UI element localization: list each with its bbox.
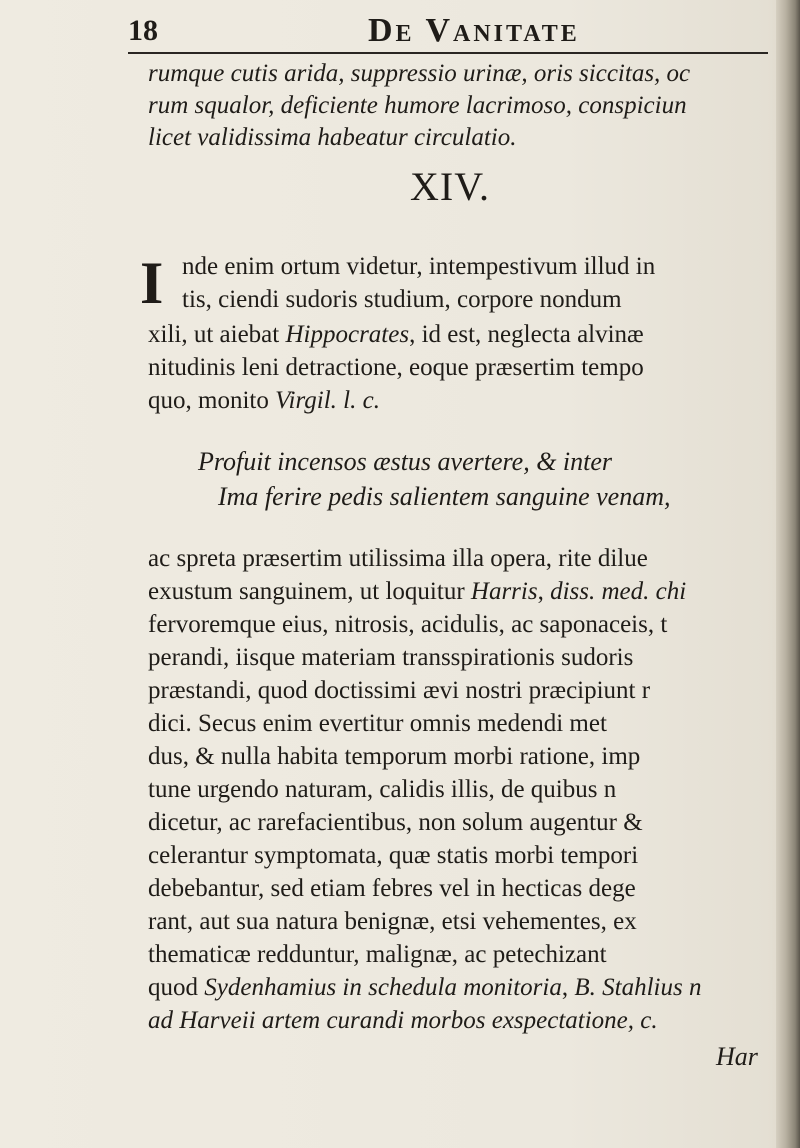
text-line: præstandi, quod doctissimi ævi nostri præcipiunt r xyxy=(148,677,651,704)
text-line: rum squalor, deficiente humore lacrimoso, conspiciun xyxy=(148,92,687,119)
text-line: quod Sydenhamius in schedula monitoria, B. Stahlius n xyxy=(148,974,702,1001)
text-line: licet validissima habeatur circulatio. xyxy=(148,124,517,151)
catchword: Har xyxy=(716,1042,758,1071)
text-line: quo, monito Virgil. l. c. xyxy=(148,387,380,414)
text-line: dus, & nulla habita temporum morbi ratione, imp xyxy=(148,743,641,770)
text-line: celerantur symptomata, quæ statis morbi tempori xyxy=(148,842,639,869)
text-line: fervoremque eius, nitrosis, acidulis, ac saponaceis, t xyxy=(148,611,668,638)
page-number: 18 xyxy=(128,14,158,47)
text-line: perandi, iisque materiam transspirationis sudoris xyxy=(148,644,634,671)
text-line: dici. Secus enim evertitur omnis medendi met xyxy=(148,710,607,737)
text-line: ac spreta præsertim utilissima illa opera, rite dilue xyxy=(148,545,648,572)
section-heading: XIV. xyxy=(410,164,490,209)
text-line: nde enim ortum videtur, intempestivum illud in xyxy=(182,253,656,280)
text-line: nitudinis leni detractione, eoque præsertim tempo xyxy=(148,354,644,381)
verse-line: Profuit incensos æstus avertere, & inter xyxy=(198,447,613,476)
page-edge-shadow xyxy=(776,0,800,1148)
verse-line: Ima ferire pedis salientem sanguine venam, xyxy=(218,482,671,511)
text-line: debebantur, sed etiam febres vel in hecticas dege xyxy=(148,875,636,902)
text-line: thematicæ redduntur, malignæ, ac petechizant xyxy=(148,941,607,968)
drop-cap: I xyxy=(140,250,164,316)
running-title: De Vanitate xyxy=(368,12,580,49)
text-line: tune urgendo naturam, calidis illis, de quibus n xyxy=(148,776,617,803)
running-header xyxy=(128,4,768,54)
text-line: tis, ciendi sudoris studium, corpore nondum xyxy=(182,286,622,313)
text-line: ad Harveii artem curandi morbos exspectatione, c. xyxy=(148,1007,658,1034)
text-line: rumque cutis arida, suppressio urinæ, oris siccitas, oc xyxy=(148,60,691,87)
text-line: rant, aut sua natura benignæ, etsi vehementes, ex xyxy=(148,908,637,935)
text-line: exustum sanguinem, ut loquitur Harris, diss. med. chi xyxy=(148,578,687,605)
text-line: xili, ut aiebat Hippocrates, id est, neglecta alvinæ xyxy=(148,321,644,348)
text-line: dicetur, ac rarefacientibus, non solum augentur & xyxy=(148,809,643,836)
